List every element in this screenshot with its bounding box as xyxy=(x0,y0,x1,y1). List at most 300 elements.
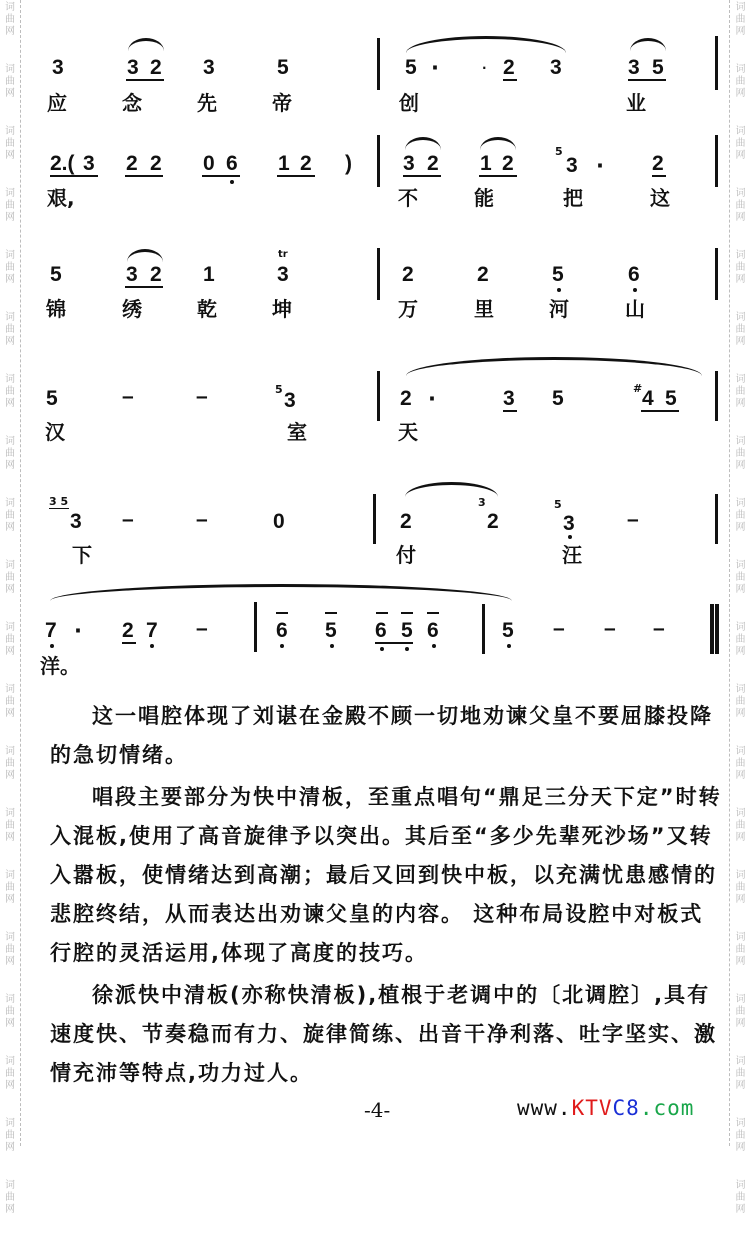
lyric: 坤 xyxy=(272,297,292,321)
lower-octave-dot xyxy=(280,644,284,648)
note: 2 xyxy=(427,152,439,175)
watermark-char: 词 xyxy=(735,436,746,447)
lyric: 业 xyxy=(626,91,646,115)
watermark-char: 网 xyxy=(5,708,15,719)
watermark-text xyxy=(730,558,751,620)
paragraph-1: 这一唱腔体现了刘谌在金殿不顾一切地劝谏父皇不要屈膝投降的急切情绪。 xyxy=(50,704,713,767)
lower-octave-dot xyxy=(432,644,436,648)
note: 5 xyxy=(665,387,677,410)
watermark-char: 词 xyxy=(5,870,15,881)
slur xyxy=(480,137,516,150)
lyric: 创 xyxy=(399,91,419,115)
note: 7 xyxy=(146,619,158,642)
note: 2 xyxy=(402,263,414,286)
lyric: 乾 xyxy=(197,297,217,321)
watermark-char: 网 xyxy=(5,1142,15,1153)
watermark-char: 曲 xyxy=(5,448,15,459)
paragraph-2: 唱段主要部分为快中清板，至重点唱句“鼎足三分天下定”时转入混板,使用了高音旋律予以突出。其后至“多少先辈死沙场”又转入嚣板，使情绪达到高潮；最后又回到快中板，以充满忧患感情的悲腔终结，从而表达出劝谏父皇的内容。 这种布局设腔中对板式行腔的灵活运用,体现了高度的技巧。 xyxy=(50,785,722,965)
watermark-char: 网 xyxy=(5,212,15,223)
watermark-text xyxy=(730,124,751,186)
lyric: 河 xyxy=(549,297,569,321)
watermark-char: 词 xyxy=(5,126,15,137)
watermark-char: 网 xyxy=(5,956,15,967)
note: 6 xyxy=(226,152,238,175)
slur xyxy=(50,584,512,601)
watermark-char: 曲 xyxy=(735,448,746,459)
note: 6 xyxy=(628,263,640,286)
watermark-char: 词 xyxy=(735,2,746,13)
watermark-char: 网 xyxy=(735,956,746,967)
watermark-char: 曲 xyxy=(735,944,746,955)
watermark-char: 词 xyxy=(735,1056,746,1067)
lyric: 下 xyxy=(72,543,92,567)
note: 0 xyxy=(273,510,285,533)
watermark-text xyxy=(730,682,751,744)
watermark-char: 网 xyxy=(5,274,15,285)
overline-accent xyxy=(427,612,439,614)
note: 3 xyxy=(126,263,138,286)
watermark-char: 曲 xyxy=(5,634,15,645)
lyric: 锦 xyxy=(46,297,66,321)
watermark-char: 词 xyxy=(735,126,746,137)
dash: – xyxy=(196,385,208,408)
note: 1 xyxy=(278,152,290,175)
dot: · xyxy=(428,387,436,411)
barline xyxy=(377,135,380,187)
note: 2 xyxy=(477,263,489,286)
note: 3 xyxy=(127,56,139,79)
watermark-text xyxy=(0,930,20,992)
underline-beam xyxy=(503,410,517,412)
note: 4 xyxy=(642,387,654,410)
lyric: 绣 xyxy=(122,297,142,321)
dash: – xyxy=(122,508,134,531)
watermark-char: 词 xyxy=(735,498,746,509)
barline xyxy=(377,248,380,300)
underline-beam xyxy=(50,175,98,177)
note: 2 xyxy=(122,619,134,642)
watermark-char: 词 xyxy=(5,1180,15,1191)
watermark-char: 曲 xyxy=(735,324,746,335)
overline-accent xyxy=(376,612,388,614)
note: 1 xyxy=(203,263,215,286)
lower-octave-dot xyxy=(557,288,561,292)
watermark-char: 词 xyxy=(5,684,15,695)
watermark-char: 网 xyxy=(5,584,15,595)
underline-beam xyxy=(202,175,240,177)
lower-octave-dot xyxy=(405,647,409,651)
note: 5 xyxy=(46,387,58,410)
lyric: 应 xyxy=(47,91,67,115)
watermark-char: 词 xyxy=(735,250,746,261)
dot: · xyxy=(431,56,439,80)
watermark-char: 词 xyxy=(735,188,746,199)
lyric: 山 xyxy=(625,297,645,321)
watermark-char: 网 xyxy=(5,1204,15,1215)
watermark-char: 曲 xyxy=(735,262,746,273)
barline xyxy=(482,604,485,654)
watermark-char: 词 xyxy=(5,64,15,75)
note: 3 xyxy=(284,389,296,412)
slur xyxy=(405,482,498,497)
watermark-char: 词 xyxy=(735,746,746,757)
watermark-text xyxy=(0,682,20,744)
paragraph-3: 徐派快中清板(亦称快清板),植根于老调中的〔北调腔〕,具有速度快、节奏稳而有力、旋律简练、出音干净利落、吐字坚实、激情充沛等特点,功力过人。 xyxy=(50,983,717,1085)
final-barline xyxy=(715,604,719,654)
watermark-char: 网 xyxy=(735,460,746,471)
note: 3 xyxy=(70,510,82,533)
watermark-char: 网 xyxy=(735,584,746,595)
note: 3 xyxy=(550,56,562,79)
watermark-char: 网 xyxy=(735,212,746,223)
watermark-char: 词 xyxy=(735,1180,746,1191)
grace-note: 5 xyxy=(555,145,563,158)
watermark-char: 词 xyxy=(735,808,746,819)
watermark-char: 曲 xyxy=(5,1130,15,1141)
watermark-char: 网 xyxy=(5,460,15,471)
note: 2 xyxy=(400,510,412,533)
note: 2 xyxy=(487,510,499,533)
watermark-char: 网 xyxy=(735,1204,746,1215)
underline-beam xyxy=(652,175,666,177)
watermark-text xyxy=(730,620,751,682)
watermark-char: 词 xyxy=(5,436,15,447)
note: 2 xyxy=(150,56,162,79)
note: 5 xyxy=(552,387,564,410)
watermark-char: 曲 xyxy=(735,1006,746,1017)
lower-octave-dot xyxy=(380,647,384,651)
watermark-char: 曲 xyxy=(5,882,15,893)
watermark-char: 网 xyxy=(735,88,746,99)
dot: · xyxy=(482,61,487,75)
watermark-text xyxy=(0,558,20,620)
lower-octave-dot xyxy=(507,644,511,648)
watermark-char: 词 xyxy=(5,560,15,571)
watermark-char: 曲 xyxy=(5,386,15,397)
watermark-char: 词 xyxy=(5,622,15,633)
dash: – xyxy=(122,385,134,408)
watermark-char: 曲 xyxy=(5,820,15,831)
watermark-char: 网 xyxy=(735,894,746,905)
watermark-text xyxy=(730,186,751,248)
watermark-text xyxy=(0,1054,20,1116)
underline-beam xyxy=(125,286,163,288)
watermark-char: 网 xyxy=(5,894,15,905)
note: 2 xyxy=(400,387,412,410)
watermark-char: 曲 xyxy=(735,138,746,149)
lower-octave-dot xyxy=(150,644,154,648)
note: 7 xyxy=(45,619,57,642)
watermark-text xyxy=(730,868,751,930)
dash: – xyxy=(604,617,616,640)
lyric: 洋。 xyxy=(40,654,80,678)
lyric: 汪 xyxy=(562,543,582,567)
watermark-char: 曲 xyxy=(5,14,15,25)
watermark-text xyxy=(730,1054,751,1116)
watermark-char: 曲 xyxy=(5,262,15,273)
underline-beam xyxy=(125,175,163,177)
watermark-char: 词 xyxy=(735,1118,746,1129)
watermark-char: 网 xyxy=(5,336,15,347)
note: 3 xyxy=(277,263,289,286)
barline xyxy=(715,248,718,300)
watermark-char: 网 xyxy=(735,832,746,843)
watermark-char: 词 xyxy=(735,932,746,943)
note: 3 xyxy=(83,152,95,175)
watermark-text xyxy=(0,1116,20,1178)
watermark-text xyxy=(0,992,20,1054)
watermark-char: 曲 xyxy=(5,1068,15,1079)
site-c8: C8 xyxy=(612,1096,640,1120)
note: 0 xyxy=(203,152,215,175)
watermark-text xyxy=(0,868,20,930)
note: 5 xyxy=(325,619,337,642)
watermark-char: 网 xyxy=(5,150,15,161)
barline xyxy=(373,494,376,544)
watermark-char: 网 xyxy=(735,150,746,161)
note: 3 xyxy=(566,154,578,177)
watermark-text xyxy=(0,124,20,186)
watermark-char: 词 xyxy=(735,374,746,385)
lyric: 不 xyxy=(398,186,418,210)
lyric: 帝 xyxy=(272,91,292,115)
watermark-char: 网 xyxy=(735,398,746,409)
watermark-char: 词 xyxy=(5,932,15,943)
underline-beam xyxy=(375,642,413,644)
barline xyxy=(254,602,257,652)
watermark-char: 曲 xyxy=(5,324,15,335)
barline xyxy=(715,135,718,187)
watermark-text xyxy=(730,992,751,1054)
lower-octave-dot xyxy=(230,180,234,184)
watermark-char: 网 xyxy=(735,26,746,37)
watermark-column-left xyxy=(0,0,21,1215)
watermark-char: 词 xyxy=(5,250,15,261)
lower-octave-dot xyxy=(330,644,334,648)
watermark-char: 曲 xyxy=(735,696,746,707)
note: 3 xyxy=(403,152,415,175)
lyric: 念 xyxy=(122,91,142,115)
watermark-char: 网 xyxy=(735,1080,746,1091)
watermark-char: 网 xyxy=(5,646,15,657)
watermark-char: 网 xyxy=(5,1018,15,1029)
lower-octave-dot xyxy=(50,644,54,648)
watermark-char: 网 xyxy=(735,770,746,781)
lyric: 里 xyxy=(474,297,494,321)
note: 6 xyxy=(375,619,387,642)
watermark-char: 网 xyxy=(735,708,746,719)
grace-notes: 3 5 xyxy=(49,495,69,508)
watermark-char: 曲 xyxy=(735,1068,746,1079)
watermark-char: 网 xyxy=(5,26,15,37)
watermark-char: 网 xyxy=(5,398,15,409)
watermark-char: 曲 xyxy=(5,572,15,583)
trill-ornament: tr xyxy=(278,249,288,260)
grace-note: 3 xyxy=(478,496,486,509)
watermark-char: 网 xyxy=(735,336,746,347)
watermark-text xyxy=(0,496,20,558)
watermark-text xyxy=(730,744,751,806)
lyric: 这 xyxy=(650,186,670,210)
note: 6 xyxy=(427,619,439,642)
dot: · xyxy=(596,154,604,178)
note: 2.( xyxy=(50,152,75,175)
watermark-text xyxy=(730,434,751,496)
grace-note: 5 xyxy=(554,498,562,511)
grace-beam xyxy=(49,508,69,509)
watermark-text xyxy=(0,248,20,310)
bracket: ) xyxy=(345,152,352,175)
watermark-text xyxy=(730,930,751,992)
watermark-char: 词 xyxy=(5,498,15,509)
underline-beam xyxy=(277,175,315,177)
watermark-char: 曲 xyxy=(735,572,746,583)
site-watermark xyxy=(517,1096,694,1120)
lyric: 天 xyxy=(398,420,418,444)
watermark-char: 曲 xyxy=(5,1006,15,1017)
watermark-text xyxy=(0,186,20,248)
final-barline xyxy=(710,604,714,654)
lyric: 能 xyxy=(474,186,494,210)
watermark-char: 网 xyxy=(735,522,746,533)
note: 5 xyxy=(50,263,62,286)
site-ktv: KTV xyxy=(571,1096,613,1120)
watermark-char: 曲 xyxy=(735,1130,746,1141)
watermark-char: 曲 xyxy=(735,634,746,645)
watermark-char: 曲 xyxy=(5,758,15,769)
note: 5 xyxy=(277,56,289,79)
watermark-text xyxy=(0,310,20,372)
watermark-char: 词 xyxy=(5,1056,15,1067)
note: 5 xyxy=(652,56,664,79)
slur xyxy=(405,137,441,150)
grace-note: 5 xyxy=(275,383,283,396)
lower-octave-dot xyxy=(568,535,572,539)
note: 2 xyxy=(150,263,162,286)
note: 2 xyxy=(652,152,664,175)
lyric: 室 xyxy=(287,420,307,444)
watermark-text xyxy=(0,806,20,868)
watermark-text xyxy=(0,744,20,806)
watermark-char: 词 xyxy=(5,312,15,323)
note: 2 xyxy=(126,152,138,175)
watermark-char: 词 xyxy=(5,188,15,199)
watermark-char: 曲 xyxy=(735,14,746,25)
lyric: 付 xyxy=(396,543,416,567)
page-number: -4- xyxy=(364,1098,391,1122)
watermark-char: 曲 xyxy=(5,200,15,211)
slur xyxy=(406,357,702,376)
watermark-char: 词 xyxy=(735,684,746,695)
lyric: 万 xyxy=(398,297,418,321)
overline-accent xyxy=(401,612,413,614)
watermark-text xyxy=(0,372,20,434)
watermark-char: 曲 xyxy=(5,944,15,955)
watermark-text xyxy=(730,1178,751,1240)
note: 1 xyxy=(480,152,492,175)
watermark-char: 曲 xyxy=(5,1192,15,1203)
watermark-char: 曲 xyxy=(5,138,15,149)
note: 5 xyxy=(401,619,413,642)
watermark-char: 词 xyxy=(5,374,15,385)
watermark-char: 曲 xyxy=(735,820,746,831)
site-com: .com xyxy=(639,1096,695,1120)
slur xyxy=(127,249,163,262)
watermark-text xyxy=(0,434,20,496)
underline-beam xyxy=(479,175,517,177)
sharp-accidental: # xyxy=(633,382,643,395)
note: 2 xyxy=(300,152,312,175)
watermark-char: 词 xyxy=(735,560,746,571)
watermark-char: 词 xyxy=(5,994,15,1005)
watermark-column-right xyxy=(729,0,751,1215)
watermark-char: 曲 xyxy=(5,696,15,707)
lyric: 先 xyxy=(197,91,217,115)
overline-accent xyxy=(276,612,288,614)
barline xyxy=(715,371,718,421)
watermark-text xyxy=(0,1178,20,1240)
site-www: www. xyxy=(517,1096,572,1120)
watermark-text xyxy=(730,1116,751,1178)
dash: – xyxy=(627,508,639,531)
watermark-char: 网 xyxy=(735,1142,746,1153)
watermark-text xyxy=(730,372,751,434)
watermark-char: 曲 xyxy=(735,386,746,397)
watermark-char: 曲 xyxy=(735,758,746,769)
watermark-char: 词 xyxy=(735,870,746,881)
watermark-text xyxy=(730,806,751,868)
dash: – xyxy=(196,508,208,531)
watermark-text xyxy=(730,496,751,558)
lower-octave-dot xyxy=(633,288,637,292)
watermark-char: 曲 xyxy=(735,882,746,893)
watermark-char: 网 xyxy=(5,832,15,843)
watermark-char: 网 xyxy=(5,522,15,533)
watermark-char: 网 xyxy=(735,646,746,657)
note: 3 xyxy=(52,56,64,79)
watermark-char: 网 xyxy=(735,1018,746,1029)
watermark-char: 曲 xyxy=(735,200,746,211)
watermark-text xyxy=(730,310,751,372)
dash: – xyxy=(553,617,565,640)
watermark-char: 词 xyxy=(5,808,15,819)
watermark-char: 网 xyxy=(5,1080,15,1091)
watermark-char: 曲 xyxy=(735,510,746,521)
watermark-char: 词 xyxy=(5,2,15,13)
watermark-char: 词 xyxy=(735,622,746,633)
barline xyxy=(715,494,718,544)
watermark-char: 曲 xyxy=(5,510,15,521)
note: 2 xyxy=(150,152,162,175)
watermark-char: 词 xyxy=(5,1118,15,1129)
watermark-char: 曲 xyxy=(735,1192,746,1203)
dot: · xyxy=(74,619,82,643)
watermark-text xyxy=(0,620,20,682)
dash: – xyxy=(653,617,665,640)
watermark-char: 词 xyxy=(5,746,15,757)
watermark-char: 词 xyxy=(735,64,746,75)
watermark-char: 曲 xyxy=(5,76,15,87)
lyric: 汉 xyxy=(45,420,65,444)
underline-beam xyxy=(403,175,441,177)
lyric: 艰, xyxy=(47,186,75,210)
note: 5 xyxy=(552,263,564,286)
note: 6 xyxy=(276,619,288,642)
watermark-char: 词 xyxy=(735,994,746,1005)
watermark-char: 网 xyxy=(5,770,15,781)
note: 5 xyxy=(502,619,514,642)
watermark-char: 网 xyxy=(5,88,15,99)
